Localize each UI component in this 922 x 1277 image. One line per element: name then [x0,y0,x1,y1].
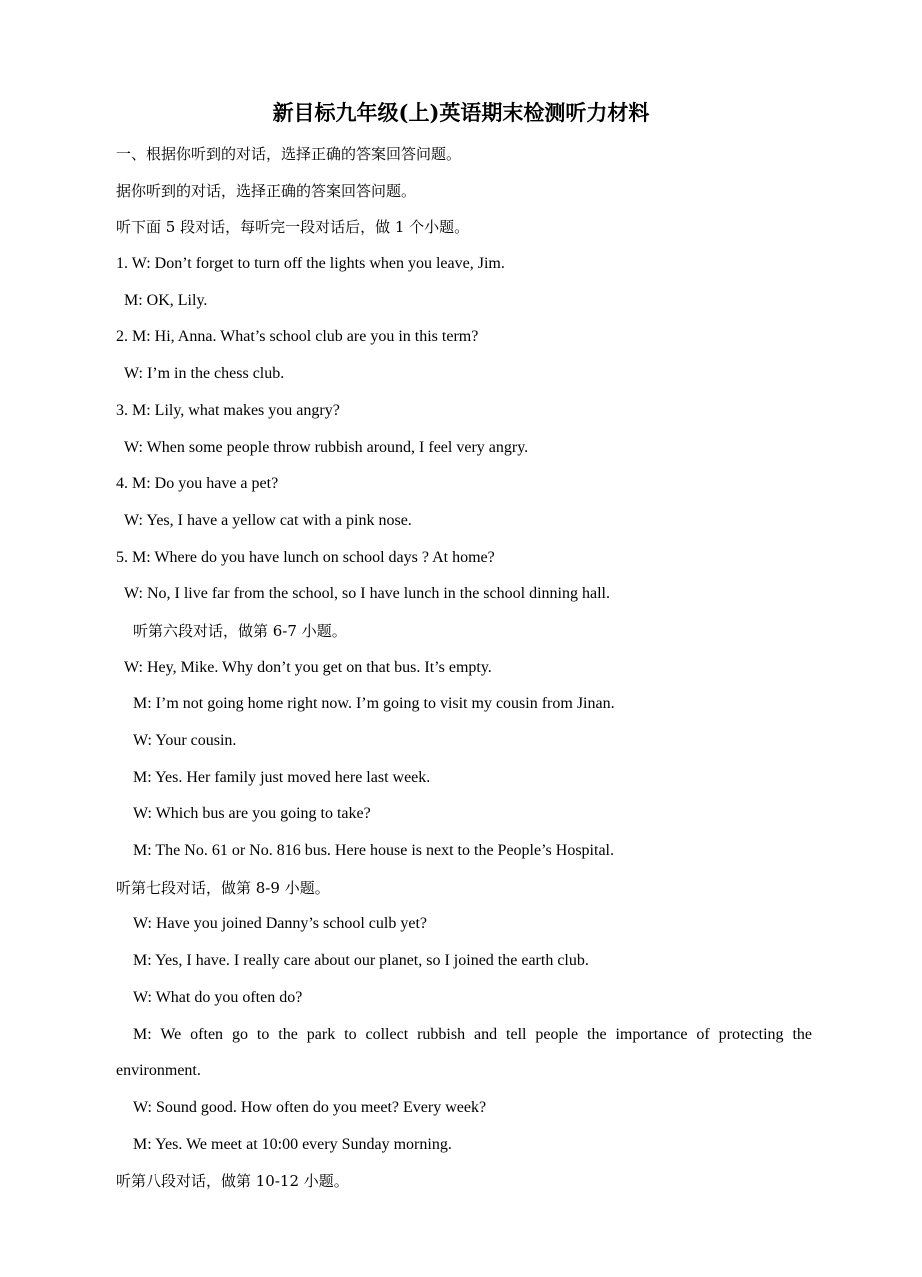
instruction-line: 听第七段对话，做第 8-9 小题。 [116,878,330,897]
dialogue-line: W: No, I live far from the school, so I have lunch in the school dinning hall. [124,585,610,603]
dialogue-line: W: Have you joined Danny’s school culb yet? [133,915,427,933]
dialogue-line: W: Yes, I have a yellow cat with a pink nose. [124,511,412,529]
dialogue-line: W: I’m in the chess club. [124,365,285,383]
dialogue-line: environment. [116,1062,201,1080]
dialogue-line: M: I’m not going home right now. I’m going to visit my cousin from Jinan. [133,695,615,713]
dialogue-line: W: When some people throw rubbish around, I feel very angry. [124,438,529,456]
document-body [116,136,812,1200]
document-title: 新目标九年级(上)英语期末检测听力材料 [272,100,650,125]
dialogue-line: M: Yes. Her family just moved here last week. [133,768,431,786]
instruction-line: 听第六段对话，做第 6-7 小题。 [133,621,347,640]
dialogue-line: 4. M: Do you have a pet? [116,475,279,493]
dialogue-line: M: The No. 61 or No. 816 bus. Here house is next to the People’s Hospital. [133,842,614,860]
dialogue-line: W: What do you often do? [133,988,303,1006]
dialogue-line: 2. M: Hi, Anna. What’s school club are you in this term? [116,328,479,346]
dialogue-line: 1. W: Don’t forget to turn off the lights when you leave, Jim. [116,255,505,273]
dialogue-line: W: Which bus are you going to take? [133,805,371,823]
dialogue-line: M: We often go to the park to collect rubbish and tell people the importance of protecting the [133,1025,812,1043]
instruction-line: 听第八段对话，做第 10-12 小题。 [116,1172,349,1191]
instruction-line: 据你听到的对话，选择正确的答案回答问题。 [116,181,417,200]
dialogue-line: W: Sound good. How often do you meet? Every week? [133,1098,487,1116]
dialogue-line: W: Hey, Mike. Why don’t you get on that bus. It’s empty. [124,658,492,676]
section-heading: 一、根据你听到的对话，选择正确的答案回答问题。 [116,145,462,163]
dialogue-line: 3. M: Lily, what makes you angry? [116,401,340,419]
dialogue-line: M: OK, Lily. [124,291,208,309]
dialogue-line: W: Your cousin. [133,732,237,749]
instruction-line: 听下面 5 段对话，每听完一段对话后，做 1 个小题。 [116,218,470,237]
dialogue-line: M: Yes, I have. I really care about our planet, so I joined the earth club. [133,952,589,970]
dialogue-line: M: Yes. We meet at 10:00 every Sunday morning. [133,1135,452,1153]
dialogue-line: 5. M: Where do you have lunch on school days ? At home? [116,548,495,566]
